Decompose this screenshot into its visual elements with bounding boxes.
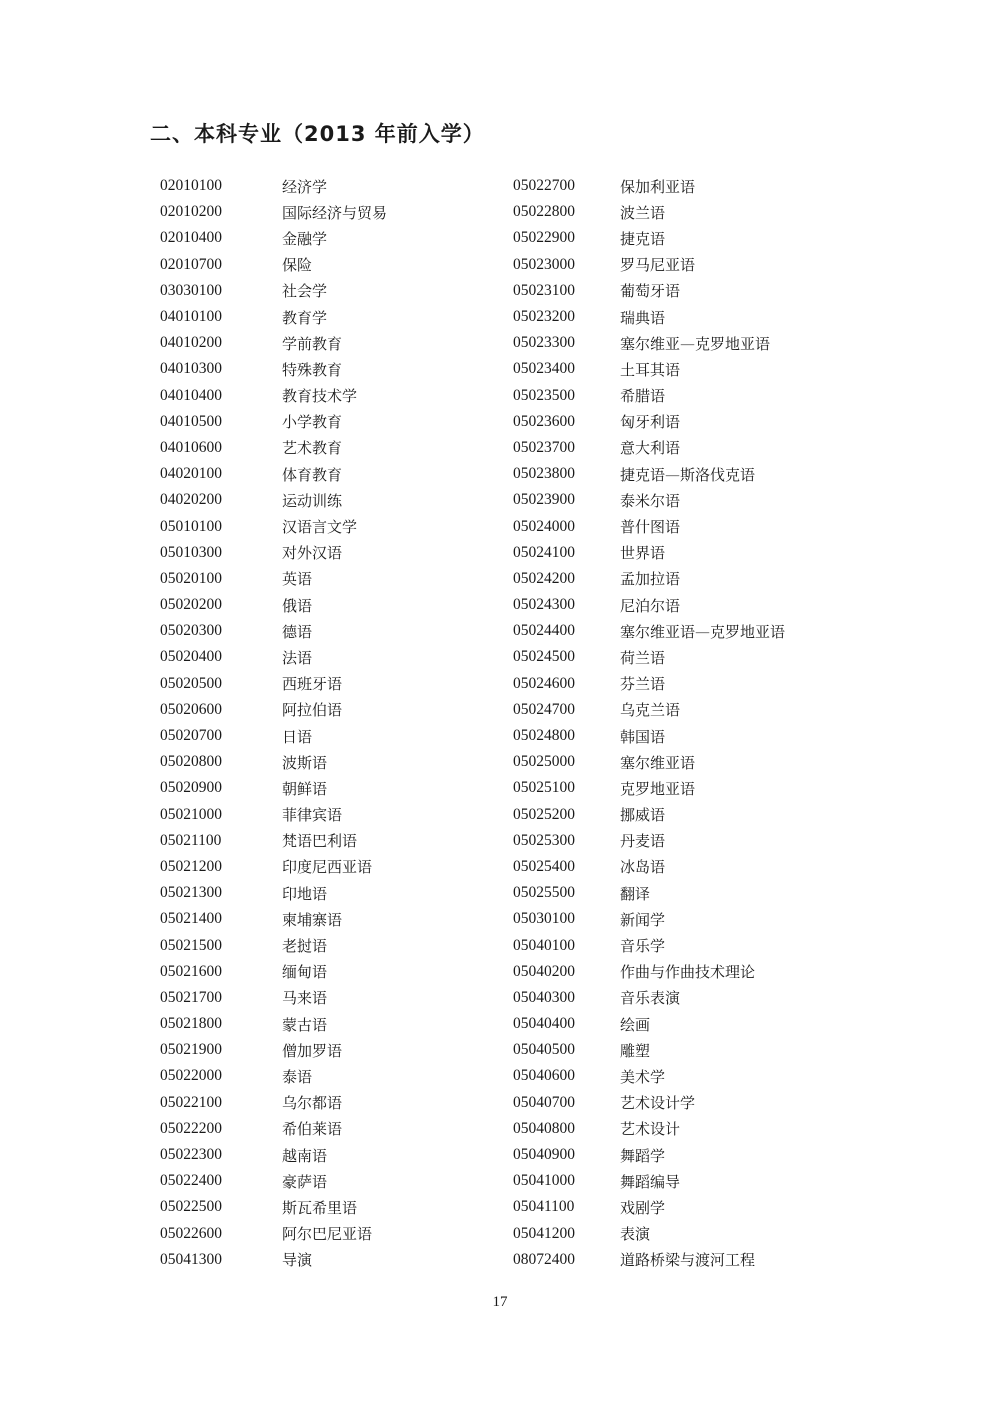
major-name: 挪威语	[620, 806, 666, 825]
major-name: 英语	[282, 570, 313, 589]
major-code: 05024000	[513, 517, 575, 535]
major-row	[160, 566, 387, 592]
major-name: 小学教育	[282, 413, 343, 432]
major-row	[513, 540, 785, 566]
major-code: 04010500	[160, 412, 222, 430]
major-name: 泰语	[282, 1067, 313, 1086]
major-name: 菲律宾语	[282, 806, 343, 825]
major-code: 05022400	[160, 1172, 222, 1190]
major-name: 希腊语	[620, 387, 666, 406]
major-code: 05025300	[513, 831, 575, 849]
major-code: 05022500	[160, 1198, 222, 1216]
major-row	[513, 199, 785, 225]
major-name: 塞尔维亚—克罗地亚语	[620, 334, 771, 353]
page-number: 17	[492, 1294, 508, 1310]
major-name: 阿尔巴尼亚语	[282, 1225, 373, 1244]
major-code: 05022800	[513, 203, 575, 221]
major-code: 05023000	[513, 255, 575, 273]
major-code: 05021700	[160, 988, 222, 1006]
major-row	[513, 225, 785, 251]
major-row	[160, 435, 387, 461]
major-code: 05024800	[513, 727, 575, 745]
major-name: 马来语	[282, 989, 328, 1008]
major-row	[513, 1011, 785, 1037]
major-code: 05025200	[513, 805, 575, 823]
major-row	[160, 671, 387, 697]
major-name: 朝鲜语	[282, 779, 328, 798]
major-row	[160, 906, 387, 932]
major-row	[513, 749, 785, 775]
major-name: 教育学	[282, 308, 328, 327]
major-code: 05020100	[160, 569, 222, 587]
major-code: 05030100	[513, 910, 575, 928]
major-name: 对外汉语	[282, 544, 343, 563]
major-name: 俄语	[282, 596, 313, 615]
major-code: 05025500	[513, 884, 575, 902]
major-row	[513, 775, 785, 801]
major-row	[160, 880, 387, 906]
major-row	[513, 828, 785, 854]
major-name: 乌尔都语	[282, 1094, 343, 1113]
major-code: 05024200	[513, 569, 575, 587]
major-row	[160, 199, 387, 225]
major-code: 05040200	[513, 962, 575, 980]
major-name: 舞蹈学	[620, 1146, 666, 1165]
major-row	[160, 618, 387, 644]
major-name: 绘画	[620, 1015, 651, 1034]
major-name: 捷克语—斯洛伐克语	[620, 465, 756, 484]
major-row	[513, 1090, 785, 1116]
major-name: 法语	[282, 648, 313, 667]
major-name: 缅甸语	[282, 963, 328, 982]
major-name: 韩国语	[620, 727, 666, 746]
major-code: 05020300	[160, 622, 222, 640]
major-code: 05022600	[160, 1224, 222, 1242]
major-name: 舞蹈编导	[620, 1172, 681, 1191]
major-name: 蒙古语	[282, 1015, 328, 1034]
major-row	[160, 932, 387, 958]
major-name: 波斯语	[282, 753, 328, 772]
major-code: 05041100	[513, 1198, 575, 1216]
major-name: 保险	[282, 256, 313, 275]
major-code: 05020200	[160, 596, 222, 614]
major-name: 瑞典语	[620, 308, 666, 327]
major-row	[160, 540, 387, 566]
major-code: 05022000	[160, 1067, 222, 1085]
major-code: 05023900	[513, 491, 575, 509]
major-row	[160, 828, 387, 854]
major-row	[513, 409, 785, 435]
major-code: 05040100	[513, 936, 575, 954]
major-code: 05020700	[160, 727, 222, 745]
major-name: 体育教育	[282, 465, 343, 484]
major-name: 捷克语	[620, 229, 666, 248]
major-row	[513, 435, 785, 461]
major-row	[513, 1063, 785, 1089]
major-row	[160, 775, 387, 801]
major-code: 05024100	[513, 543, 575, 561]
major-name: 斯瓦希里语	[282, 1198, 358, 1217]
major-code: 05023100	[513, 281, 575, 299]
major-name: 艺术设计学	[620, 1094, 696, 1113]
right-major-list	[513, 173, 785, 1273]
major-code: 04010300	[160, 360, 222, 378]
major-code: 05021300	[160, 884, 222, 902]
major-code: 05040300	[513, 988, 575, 1006]
major-code: 05040800	[513, 1119, 575, 1137]
major-name: 保加利亚语	[620, 177, 696, 196]
major-name: 雕塑	[620, 1041, 651, 1060]
major-name: 导演	[282, 1251, 313, 1270]
major-row	[160, 959, 387, 985]
major-code: 04020100	[160, 465, 222, 483]
major-row	[513, 304, 785, 330]
major-code: 04010400	[160, 386, 222, 404]
major-code: 05024400	[513, 622, 575, 640]
left-major-list	[160, 173, 387, 1273]
major-row	[160, 330, 387, 356]
major-row	[160, 1063, 387, 1089]
major-name: 运动训练	[282, 491, 343, 510]
major-name: 德语	[282, 622, 313, 641]
major-row	[160, 592, 387, 618]
major-code: 05023200	[513, 308, 575, 326]
major-row	[160, 1142, 387, 1168]
major-code: 02010100	[160, 177, 222, 195]
major-name: 道路桥梁与渡河工程	[620, 1251, 756, 1270]
major-name: 越南语	[282, 1146, 328, 1165]
major-row	[513, 461, 785, 487]
major-name: 芬兰语	[620, 675, 666, 694]
major-code: 05040600	[513, 1067, 575, 1085]
major-row	[160, 513, 387, 539]
major-row	[160, 697, 387, 723]
major-name: 特殊教育	[282, 360, 343, 379]
major-code: 05023800	[513, 465, 575, 483]
major-row	[160, 749, 387, 775]
major-name: 丹麦语	[620, 832, 666, 851]
major-name: 冰岛语	[620, 858, 666, 877]
major-code: 05041000	[513, 1172, 575, 1190]
major-code: 02010700	[160, 255, 222, 273]
major-code: 05022900	[513, 229, 575, 247]
major-code: 05020900	[160, 779, 222, 797]
major-code: 02010400	[160, 229, 222, 247]
major-name: 波兰语	[620, 203, 666, 222]
major-name: 老挝语	[282, 937, 328, 956]
major-row	[513, 487, 785, 513]
major-code: 04010100	[160, 308, 222, 326]
major-row	[513, 1037, 785, 1063]
major-row	[160, 1247, 387, 1273]
major-row	[513, 252, 785, 278]
major-row	[513, 618, 785, 644]
major-name: 社会学	[282, 282, 328, 301]
major-name: 戏剧学	[620, 1198, 666, 1217]
major-name: 乌克兰语	[620, 701, 681, 720]
major-name: 阿拉伯语	[282, 701, 343, 720]
major-code: 05010100	[160, 517, 222, 535]
major-row	[513, 513, 785, 539]
major-code: 05023300	[513, 334, 575, 352]
major-row	[513, 278, 785, 304]
major-name: 希伯莱语	[282, 1120, 343, 1139]
major-name: 柬埔寨语	[282, 910, 343, 929]
major-row	[513, 1221, 785, 1247]
major-name: 土耳其语	[620, 360, 681, 379]
major-code: 05021600	[160, 962, 222, 980]
major-row	[513, 1168, 785, 1194]
major-row	[513, 1247, 785, 1273]
major-row	[160, 409, 387, 435]
major-row	[160, 173, 387, 199]
major-name: 豪萨语	[282, 1172, 328, 1191]
major-code: 05040500	[513, 1041, 575, 1059]
major-code: 05040700	[513, 1093, 575, 1111]
major-row	[160, 1116, 387, 1142]
major-row	[513, 173, 785, 199]
major-code: 05022200	[160, 1119, 222, 1137]
major-code: 05022100	[160, 1093, 222, 1111]
major-name: 泰米尔语	[620, 491, 681, 510]
major-code: 05025400	[513, 857, 575, 875]
page-title: 二、本科专业（2013 年前入学）	[150, 122, 485, 146]
major-name: 音乐学	[620, 937, 666, 956]
major-code: 08072400	[513, 1250, 575, 1268]
major-name: 经济学	[282, 177, 328, 196]
major-row	[513, 697, 785, 723]
major-row	[513, 356, 785, 382]
major-row	[160, 304, 387, 330]
major-name: 金融学	[282, 229, 328, 248]
major-name: 世界语	[620, 544, 666, 563]
major-row	[513, 1142, 785, 1168]
major-name: 新闻学	[620, 910, 666, 929]
major-row	[160, 1194, 387, 1220]
major-row	[160, 854, 387, 880]
major-code: 05020800	[160, 753, 222, 771]
major-row	[513, 932, 785, 958]
major-row	[160, 1037, 387, 1063]
major-row	[160, 1168, 387, 1194]
major-name: 塞尔维亚语	[620, 753, 696, 772]
major-row	[160, 278, 387, 304]
major-row	[513, 959, 785, 985]
major-name: 西班牙语	[282, 675, 343, 694]
major-row	[160, 644, 387, 670]
major-name: 克罗地亚语	[620, 779, 696, 798]
major-name: 美术学	[620, 1067, 666, 1086]
major-row	[513, 566, 785, 592]
major-code: 05021000	[160, 805, 222, 823]
major-name: 国际经济与贸易	[282, 203, 388, 222]
major-name: 僧加罗语	[282, 1041, 343, 1060]
major-row	[160, 802, 387, 828]
major-name: 表演	[620, 1225, 651, 1244]
major-name: 孟加拉语	[620, 570, 681, 589]
major-code: 05021100	[160, 831, 222, 849]
major-code: 05020400	[160, 648, 222, 666]
major-row	[160, 985, 387, 1011]
major-code: 05025100	[513, 779, 575, 797]
major-name: 罗马尼亚语	[620, 256, 696, 275]
major-code: 05023600	[513, 412, 575, 430]
major-code: 05023700	[513, 438, 575, 456]
major-name: 日语	[282, 727, 313, 746]
major-code: 05021800	[160, 1015, 222, 1033]
major-row	[160, 383, 387, 409]
major-code: 03030100	[160, 281, 222, 299]
major-name: 艺术教育	[282, 439, 343, 458]
major-code: 05023400	[513, 360, 575, 378]
major-name: 印地语	[282, 884, 328, 903]
major-code: 05010300	[160, 543, 222, 561]
major-code: 05021900	[160, 1041, 222, 1059]
major-row	[513, 1194, 785, 1220]
major-name: 匈牙利语	[620, 413, 681, 432]
major-name: 尼泊尔语	[620, 596, 681, 615]
major-code: 05021400	[160, 910, 222, 928]
major-code: 05021200	[160, 857, 222, 875]
major-code: 05022700	[513, 177, 575, 195]
major-code: 05040400	[513, 1015, 575, 1033]
major-row	[160, 723, 387, 749]
major-row	[513, 906, 785, 932]
major-code: 04010200	[160, 334, 222, 352]
major-row	[513, 330, 785, 356]
major-row	[160, 1011, 387, 1037]
major-code: 05024300	[513, 596, 575, 614]
major-name: 荷兰语	[620, 648, 666, 667]
major-row	[160, 487, 387, 513]
major-code: 05024500	[513, 648, 575, 666]
major-row	[513, 383, 785, 409]
major-code: 05041300	[160, 1250, 222, 1268]
major-name: 印度尼西亚语	[282, 858, 373, 877]
major-code: 04020200	[160, 491, 222, 509]
major-name: 翻译	[620, 884, 651, 903]
major-name: 音乐表演	[620, 989, 681, 1008]
major-code: 05024700	[513, 700, 575, 718]
major-code: 05020600	[160, 700, 222, 718]
major-row	[513, 671, 785, 697]
major-name: 普什图语	[620, 518, 681, 537]
major-name: 作曲与作曲技术理论	[620, 963, 756, 982]
major-row	[513, 1116, 785, 1142]
major-row	[513, 592, 785, 618]
major-row	[160, 1221, 387, 1247]
major-row	[160, 252, 387, 278]
major-code: 02010200	[160, 203, 222, 221]
major-row	[160, 461, 387, 487]
major-row	[513, 723, 785, 749]
major-name: 梵语巴利语	[282, 832, 358, 851]
major-code: 05041200	[513, 1224, 575, 1242]
major-name: 艺术设计	[620, 1120, 681, 1139]
major-code: 05021500	[160, 936, 222, 954]
major-row	[513, 802, 785, 828]
major-name: 教育技术学	[282, 387, 358, 406]
major-row	[513, 854, 785, 880]
major-code: 05023500	[513, 386, 575, 404]
major-code: 05040900	[513, 1146, 575, 1164]
major-code: 05025000	[513, 753, 575, 771]
major-name: 汉语言文学	[282, 518, 358, 537]
major-name: 葡萄牙语	[620, 282, 681, 301]
major-name: 意大利语	[620, 439, 681, 458]
major-code: 05020500	[160, 674, 222, 692]
major-row	[513, 880, 785, 906]
major-code: 05024600	[513, 674, 575, 692]
major-row	[513, 644, 785, 670]
major-row	[160, 356, 387, 382]
major-row	[160, 1090, 387, 1116]
major-row	[513, 985, 785, 1011]
major-code: 04010600	[160, 438, 222, 456]
major-name: 学前教育	[282, 334, 343, 353]
major-name: 塞尔维亚语—克罗地亚语	[620, 622, 786, 641]
major-code: 05022300	[160, 1146, 222, 1164]
major-row	[160, 225, 387, 251]
